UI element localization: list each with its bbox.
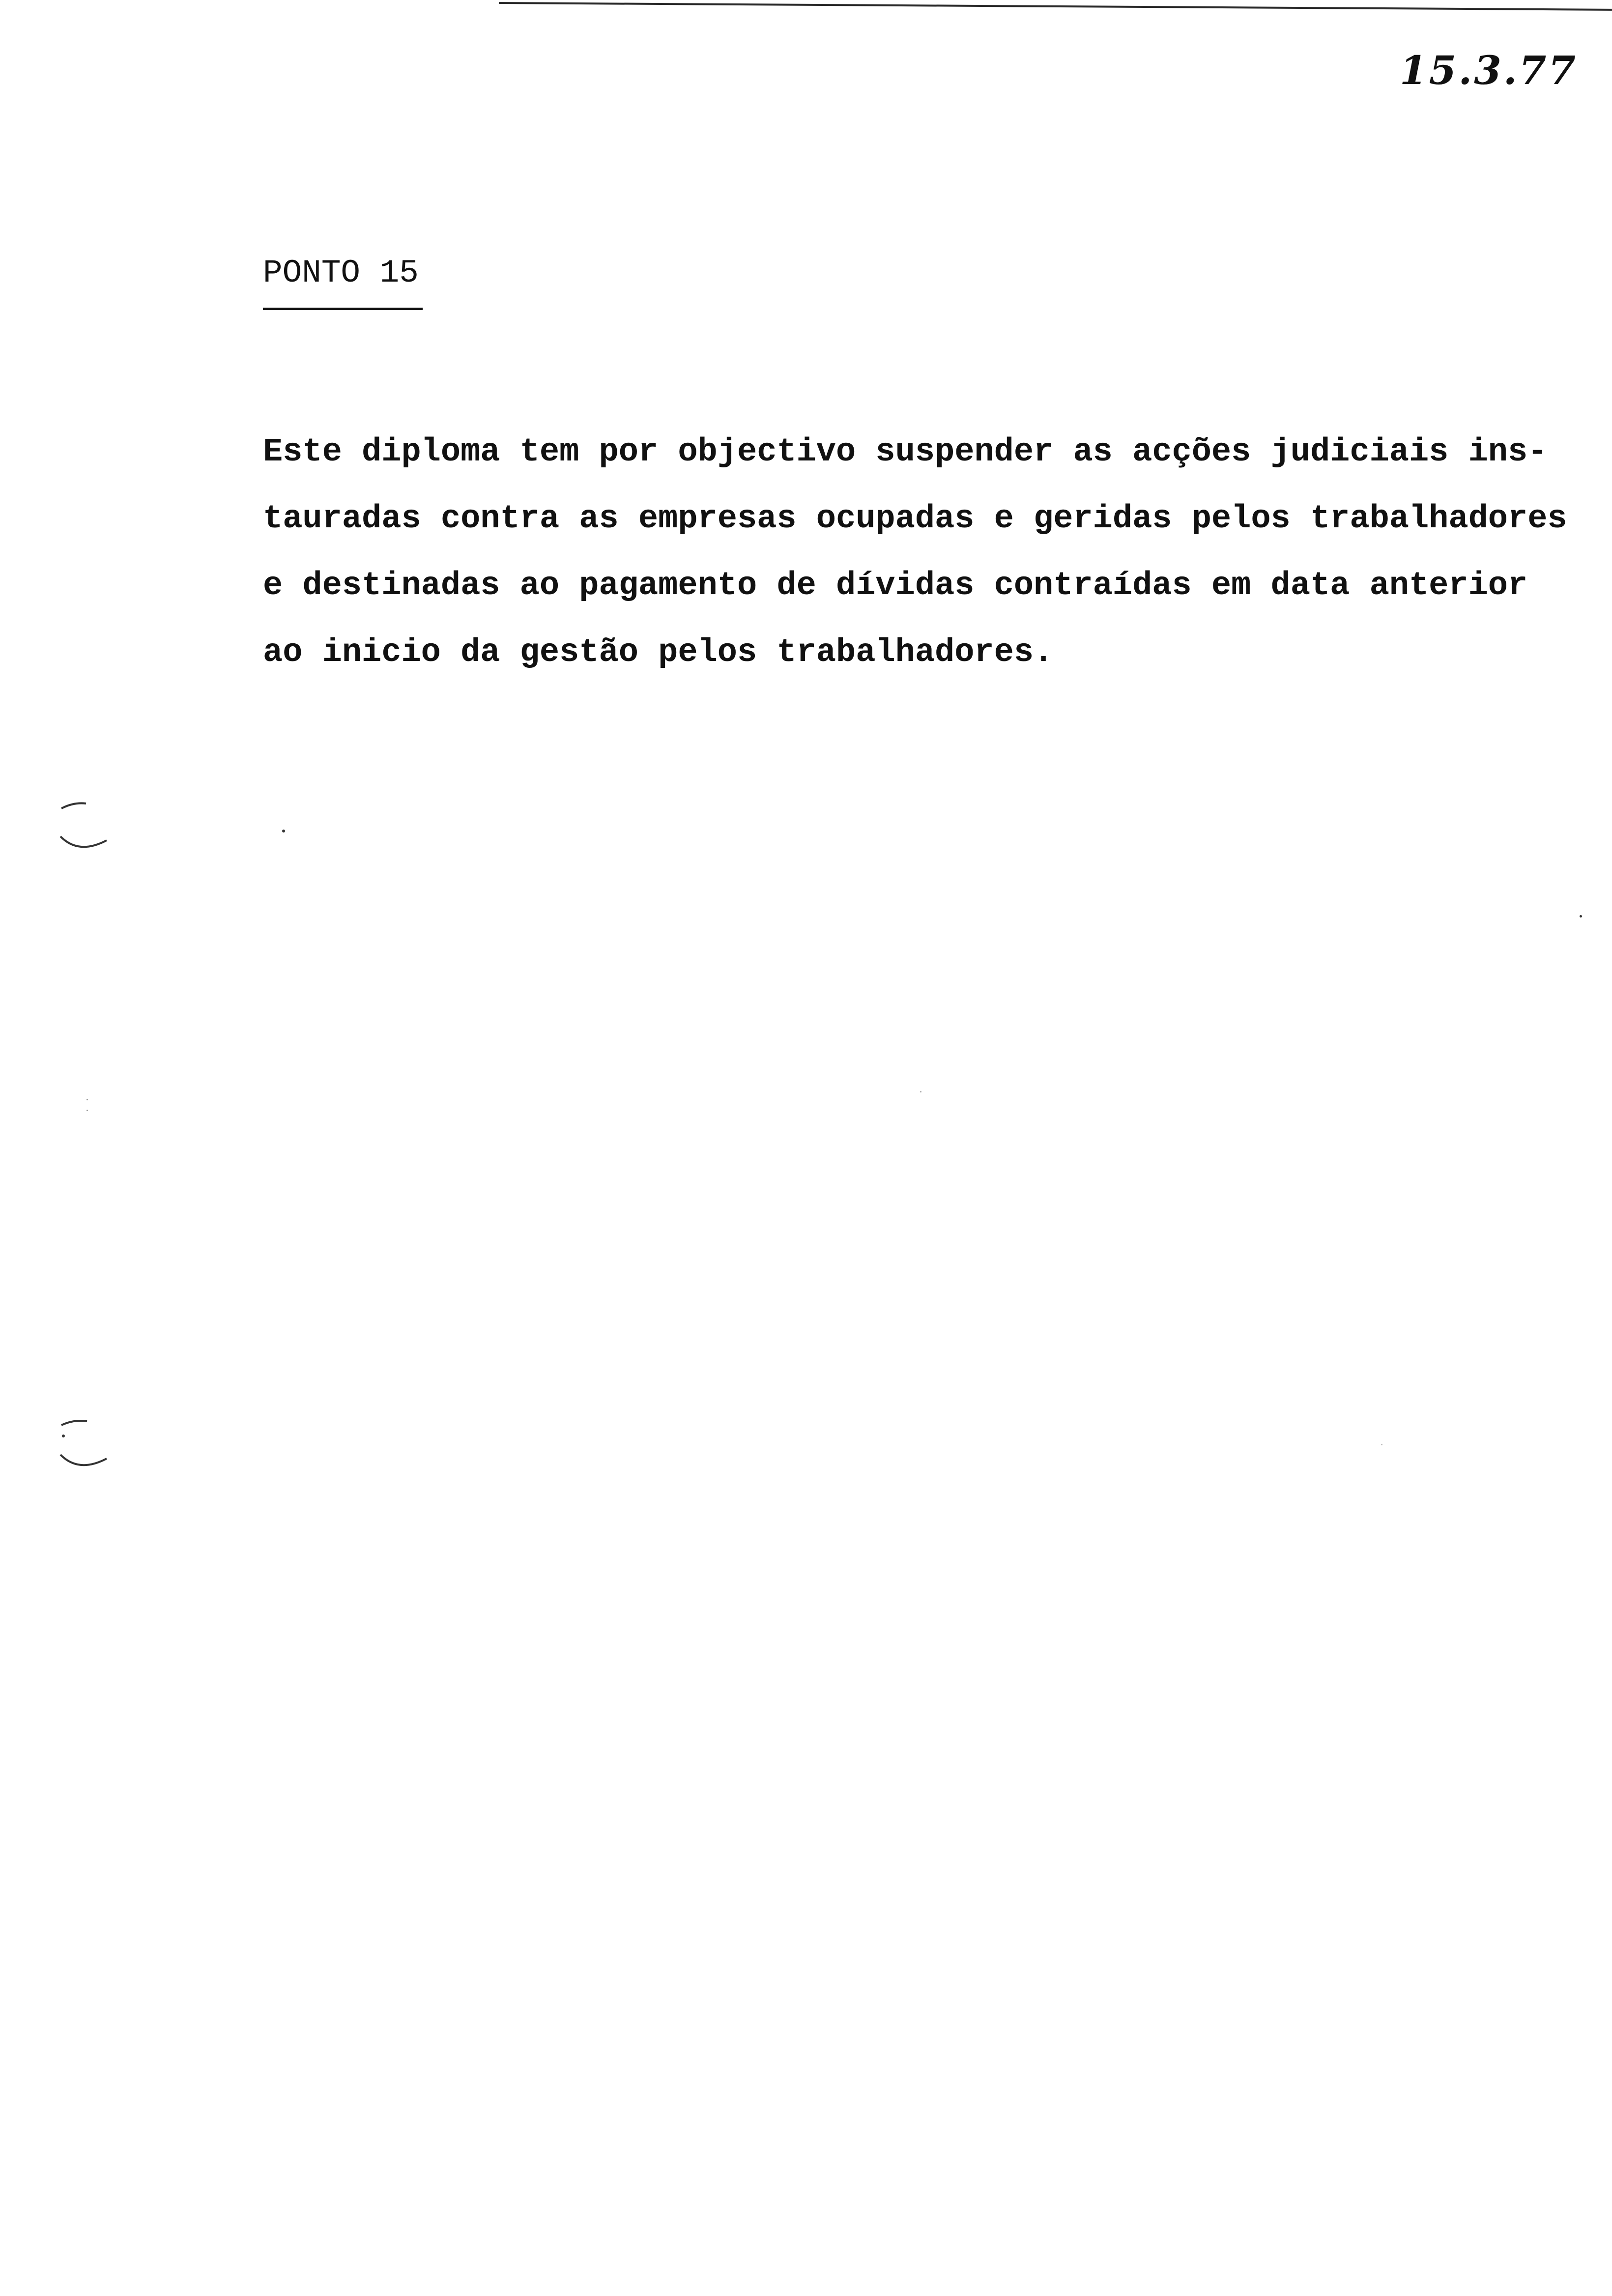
section-heading: PONTO 15 (263, 255, 419, 291)
scan-speck (1580, 915, 1582, 918)
handwritten-date: 15.3.77 (1400, 47, 1578, 93)
scan-speck (920, 1091, 921, 1092)
punch-hole-mark-upper (52, 791, 115, 860)
scan-speck (1381, 1444, 1382, 1445)
top-edge-rule (499, 2, 1612, 11)
body-line: e destinadas ao pagamento de dívidas contraídas em data anterior (263, 567, 1528, 604)
scan-speck (86, 1110, 88, 1111)
body-line: tauradas contra as empresas ocupadas e geridas pelos trabalhadores (263, 500, 1567, 538)
scan-speck (86, 1099, 88, 1100)
body-line: ao inicio da gestão pelos trabalhadores. (263, 634, 1054, 671)
body-paragraph (263, 419, 1580, 686)
punch-hole-mark-lower (52, 1410, 115, 1479)
heading-underline (263, 308, 423, 310)
body-line: Este diploma tem por objectivo suspender as acções judiciais ins- (263, 433, 1548, 471)
scan-speck (282, 830, 285, 832)
